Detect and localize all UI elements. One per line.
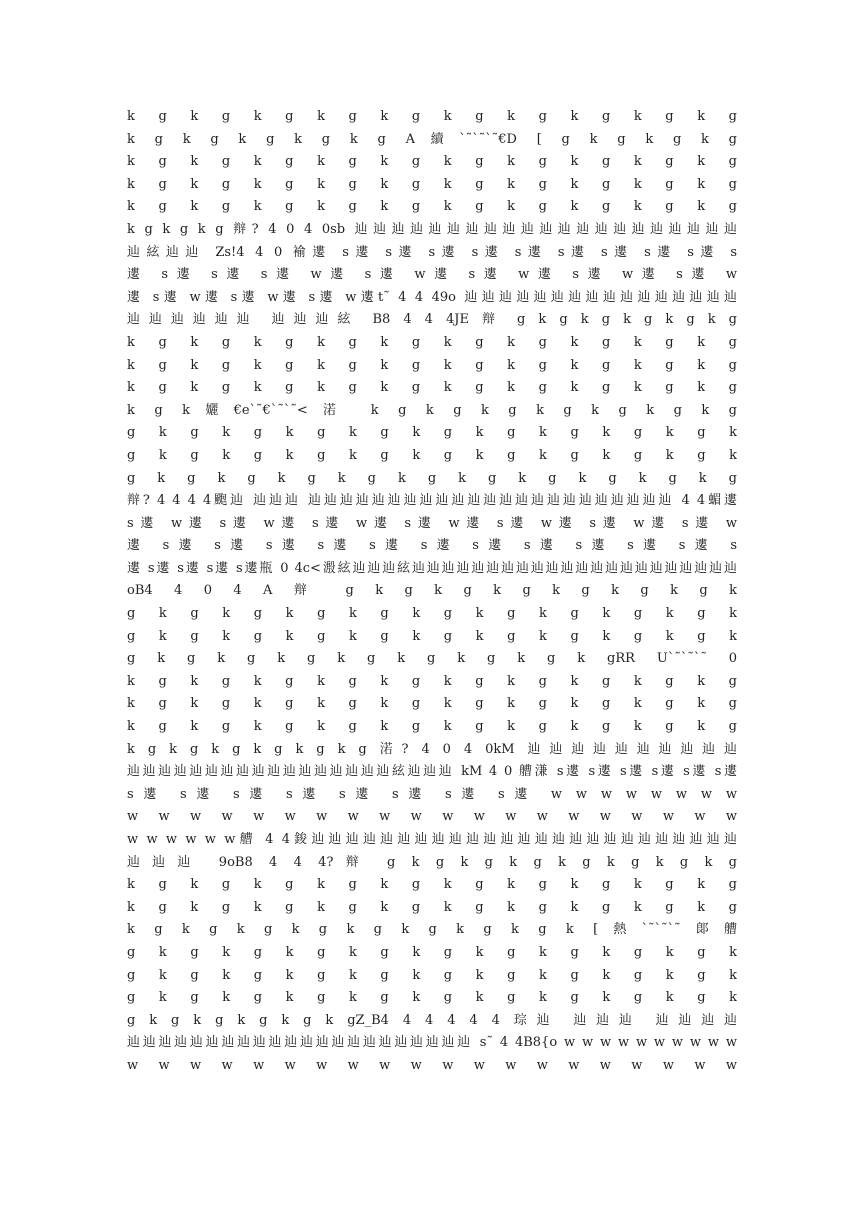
text-line: g k g k g k g k g k g k g k g k gRR U`˜`˜`˜ 0 xyxy=(127,651,737,667)
text-line: g k g k g k g k g k g k g k g k g k g k xyxy=(127,967,737,983)
text-line: k g k g k g k g k g k g k g k g k g k g xyxy=(127,334,737,350)
text-line: 辿辿辿 9oB8 4 4 4?辩 g k g k g k g k g k g k g k g xyxy=(127,854,737,870)
text-line: 辿辿辿辿辿辿 辿辿辿絃 B8 4 4 4JE 辩 g k g k g k g k g k g xyxy=(127,312,737,328)
text-line: 辿絃辿辿 Zs!4 4 0 褕遱 s遱 s遱 s遱 s遱 s遱 s遱 s遱 s遱 s遱 s xyxy=(127,244,737,260)
text-line: k g k g k g k g k g k g k g k g k g k g xyxy=(127,176,737,192)
text-line: 遱 s遱 w遱 s遱 w遱 s遱 w遱t˜ 4 4 49o 辿辿辿辿辿辿辿辿辿辿辿辿辿辿辿辿 xyxy=(127,289,737,305)
text-line: k g k g k g k g k g A續`˜`˜`˜€D [ g k g k g k g xyxy=(127,131,737,147)
text-line: k g k g k g k g k g k g k g k g k g k g xyxy=(127,380,737,396)
text-line: g k g k g k g k g k g k g k g k g k g k xyxy=(127,628,737,644)
text-line: g k g k g k g k g k g k g k g k g k g k xyxy=(127,425,737,441)
text-line: g k g k g k g k g k g k g k g k g k g k g xyxy=(127,470,737,486)
text-line: 遱 s遱 s遱 s遱 s遱 s遱 s遱 s遱 s遱 s遱 s遱 s遱 s xyxy=(127,538,737,554)
text-line: k g k g k g k g k g k g k g k g k g k g xyxy=(127,719,737,735)
text-line: 遱 s遱 s遱 s遱 w遱 s遱 w遱 s遱 w遱 s遱 w遱 s遱 w xyxy=(127,267,737,283)
text-line: k g k g k g k g k g k g k g k g k g k g xyxy=(127,109,737,124)
text-line: w w w w w w w w w w w w w w w w w w w w xyxy=(127,1057,737,1073)
text-line: g k g k g k g k g k g k g k g k g k g k xyxy=(127,944,737,960)
text-line: k g k g k g k g k g k g k g k g k g k g xyxy=(127,673,737,689)
text-line: k g k g k g k g k g k g k g k g k g k g xyxy=(127,357,737,373)
garbled-text-block xyxy=(127,106,737,1078)
text-line: k g k孋€e`˜€`˜`˜<渃 k g k g k g k g k g k g k g xyxy=(127,402,737,418)
text-line: g k g k g k g k g k gZ_B4 4 4 4 4 4 琮辿 辿辿辿 辿辿辿辿 xyxy=(127,1012,737,1028)
text-line: oB4 4 0 4 A 辩 g k g k g k g k g k g k g k xyxy=(127,583,737,599)
text-line: k g k g k g k g k g k g 渃? 4 0 4 0kM 辿辿辿辿辿辿辿辿辿辿 xyxy=(127,741,737,757)
text-line: 辿辿辿辿辿辿辿辿辿辿辿辿辿辿辿辿辿辿辿辿辿辿 s˜ 4 4B8{o w w w w w w w w w w xyxy=(127,1035,737,1051)
text-line: w w w w w w艚 4 4鋑辿辿辿辿辿辿辿辿辿辿辿辿辿辿辿辿辿辿辿辿辿辿辿辿辿 xyxy=(127,832,737,847)
text-line: 辩? 4 4 4 4颮辿 辿辿辿 辿辿辿辿辿辿辿辿辿辿辿辿辿辿辿辿辿辿辿辿辿辿辿 4 4蝞遱 xyxy=(127,493,737,509)
text-line: k g k g k g k g k g k g k g k g k g k g xyxy=(127,899,737,915)
text-line: g k g k g k g k g k g k g k g k g k g k xyxy=(127,990,737,1006)
text-line: g k g k g k g k g k g k g k g k g k g k xyxy=(127,447,737,463)
text-line: 辿辿辿辿辿辿辿辿辿辿辿辿辿辿辿辿辿絃辿辿辿 kM 4 0 艚溓 s遱 s遱 s遱 s遱 s遱 s遱 xyxy=(127,764,737,780)
text-line: w w w w w w w w w w w w w w w w w w w w xyxy=(127,809,737,825)
text-line: k g k g k g k g k g k g k g k g k g k g xyxy=(127,199,737,215)
text-line: 遱 s遱 s遱 s遱 s遱瓶 0 4c<溵絃辿辿辿絃辿辿辿辿辿辿辿辿辿辿辿辿辿辿辿辿辿辿辿辿辿辿 xyxy=(127,560,737,576)
text-line: g k g k g k g k g k g k g k g k g k g k xyxy=(127,606,737,622)
text-line: s遱 w遱 s遱 w遱 s遱 w遱 s遱 w遱 s遱 w遱 s遱 w遱 s遱 w xyxy=(127,515,737,531)
text-line: s遱 s遱 s遱 s遱 s遱 s遱 s遱 s遱 w w w w w w w w xyxy=(127,786,737,802)
text-line: k g k g k g k g k g k g k g k g k g k g xyxy=(127,154,737,170)
text-line: k g k g k g k g k g k g k g k g k g k g xyxy=(127,877,737,893)
text-line: k g k g k g k g k g k g k g k g k g k g xyxy=(127,696,737,712)
text-line: k g k g k g 辩? 4 0 4 0sb 辿辿辿辿辿辿辿辿辿辿辿辿辿辿辿辿辿辿辿辿辿 xyxy=(127,221,737,237)
text-line: k g k g k g k g k g k g k g k g k [熱`˜`˜`˜郞艚 xyxy=(127,922,737,938)
